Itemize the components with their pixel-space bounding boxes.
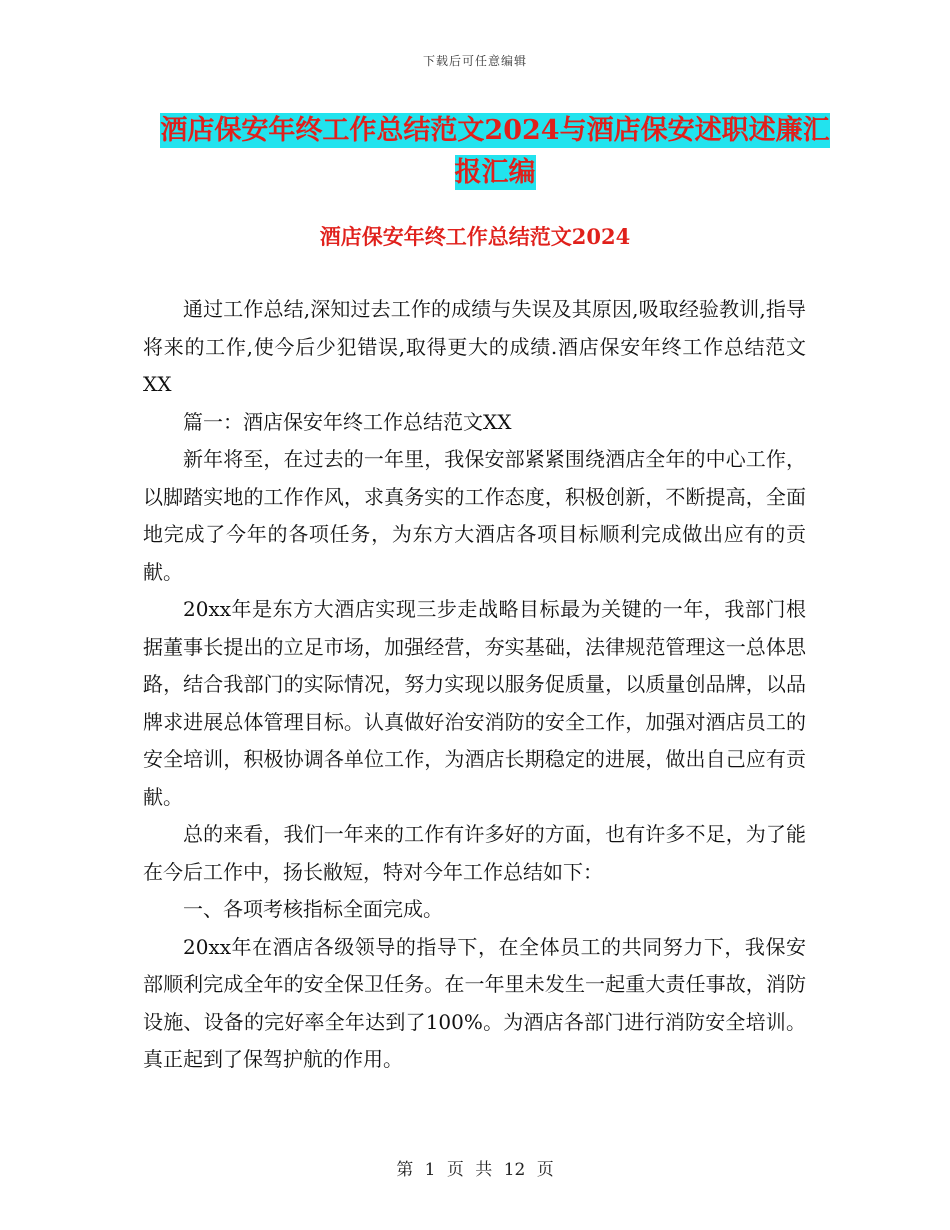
document-title [150, 110, 840, 194]
paragraph: 篇一：酒店保安年终工作总结范文XX [183, 409, 512, 434]
paragraph: 一、各项考核指标全面完成。 [183, 897, 443, 921]
page-number: 第 1 页 共 12 页 [396, 1160, 554, 1180]
section-title: 酒店保安年终工作总结范文2024 [319, 224, 631, 249]
paragraph: 通过工作总结,深知过去工作的成绩与失误及其原因,吸取经验教训,指导将来的工作,使今后少犯错误,取得更大的成绩.酒店保安年终工作总结范文XX [143, 297, 806, 396]
document-body [143, 291, 806, 1079]
header-note: 下载后可任意编辑 [422, 54, 527, 68]
paragraph: 总的来看，我们一年来的工作有许多好的方面，也有许多不足，为了能在今后工作中，扬长敝短，特对今年工作总结如下： [143, 822, 806, 884]
paragraph: 20xx年是东方大酒店实现三步走战略目标最为关键的一年，我部门根据董事长提出的立足市场，加强经营，夯实基础，法律规范管理这一总体思路，结合我部门的实际情况，努力实现以服务促质量，以质量创品牌，以品牌求进展总体管理目标。认真做好治安消防的安全工作，加强对酒店员工的安全培训，积极协调各单位工作，为酒店长期稳定的进展，做出自己应有贡献。 [143, 597, 806, 809]
paragraph: 20xx年在酒店各级领导的指导下，在全体员工的共同努力下，我保安部顺利完成全年的安全保卫任务。在一年里未发生一起重大责任事故，消防设施、设备的完好率全年达到了100%。为酒店各部门进行消防安全培训。真正起到了保驾护航的作用。 [143, 934, 806, 1071]
paragraph: 新年将至，在过去的一年里，我保安部紧紧围绕酒店全年的中心工作，以脚踏实地的工作作风，求真务实的工作态度，积极创新，不断提高，全面地完成了今年的各项任务，为东方大酒店各项目标顺利完成做出应有的贡献。 [143, 447, 806, 584]
document-title-text: 酒店保安年终工作总结范文2024与酒店保安述职述廉汇报汇编 [160, 115, 830, 188]
